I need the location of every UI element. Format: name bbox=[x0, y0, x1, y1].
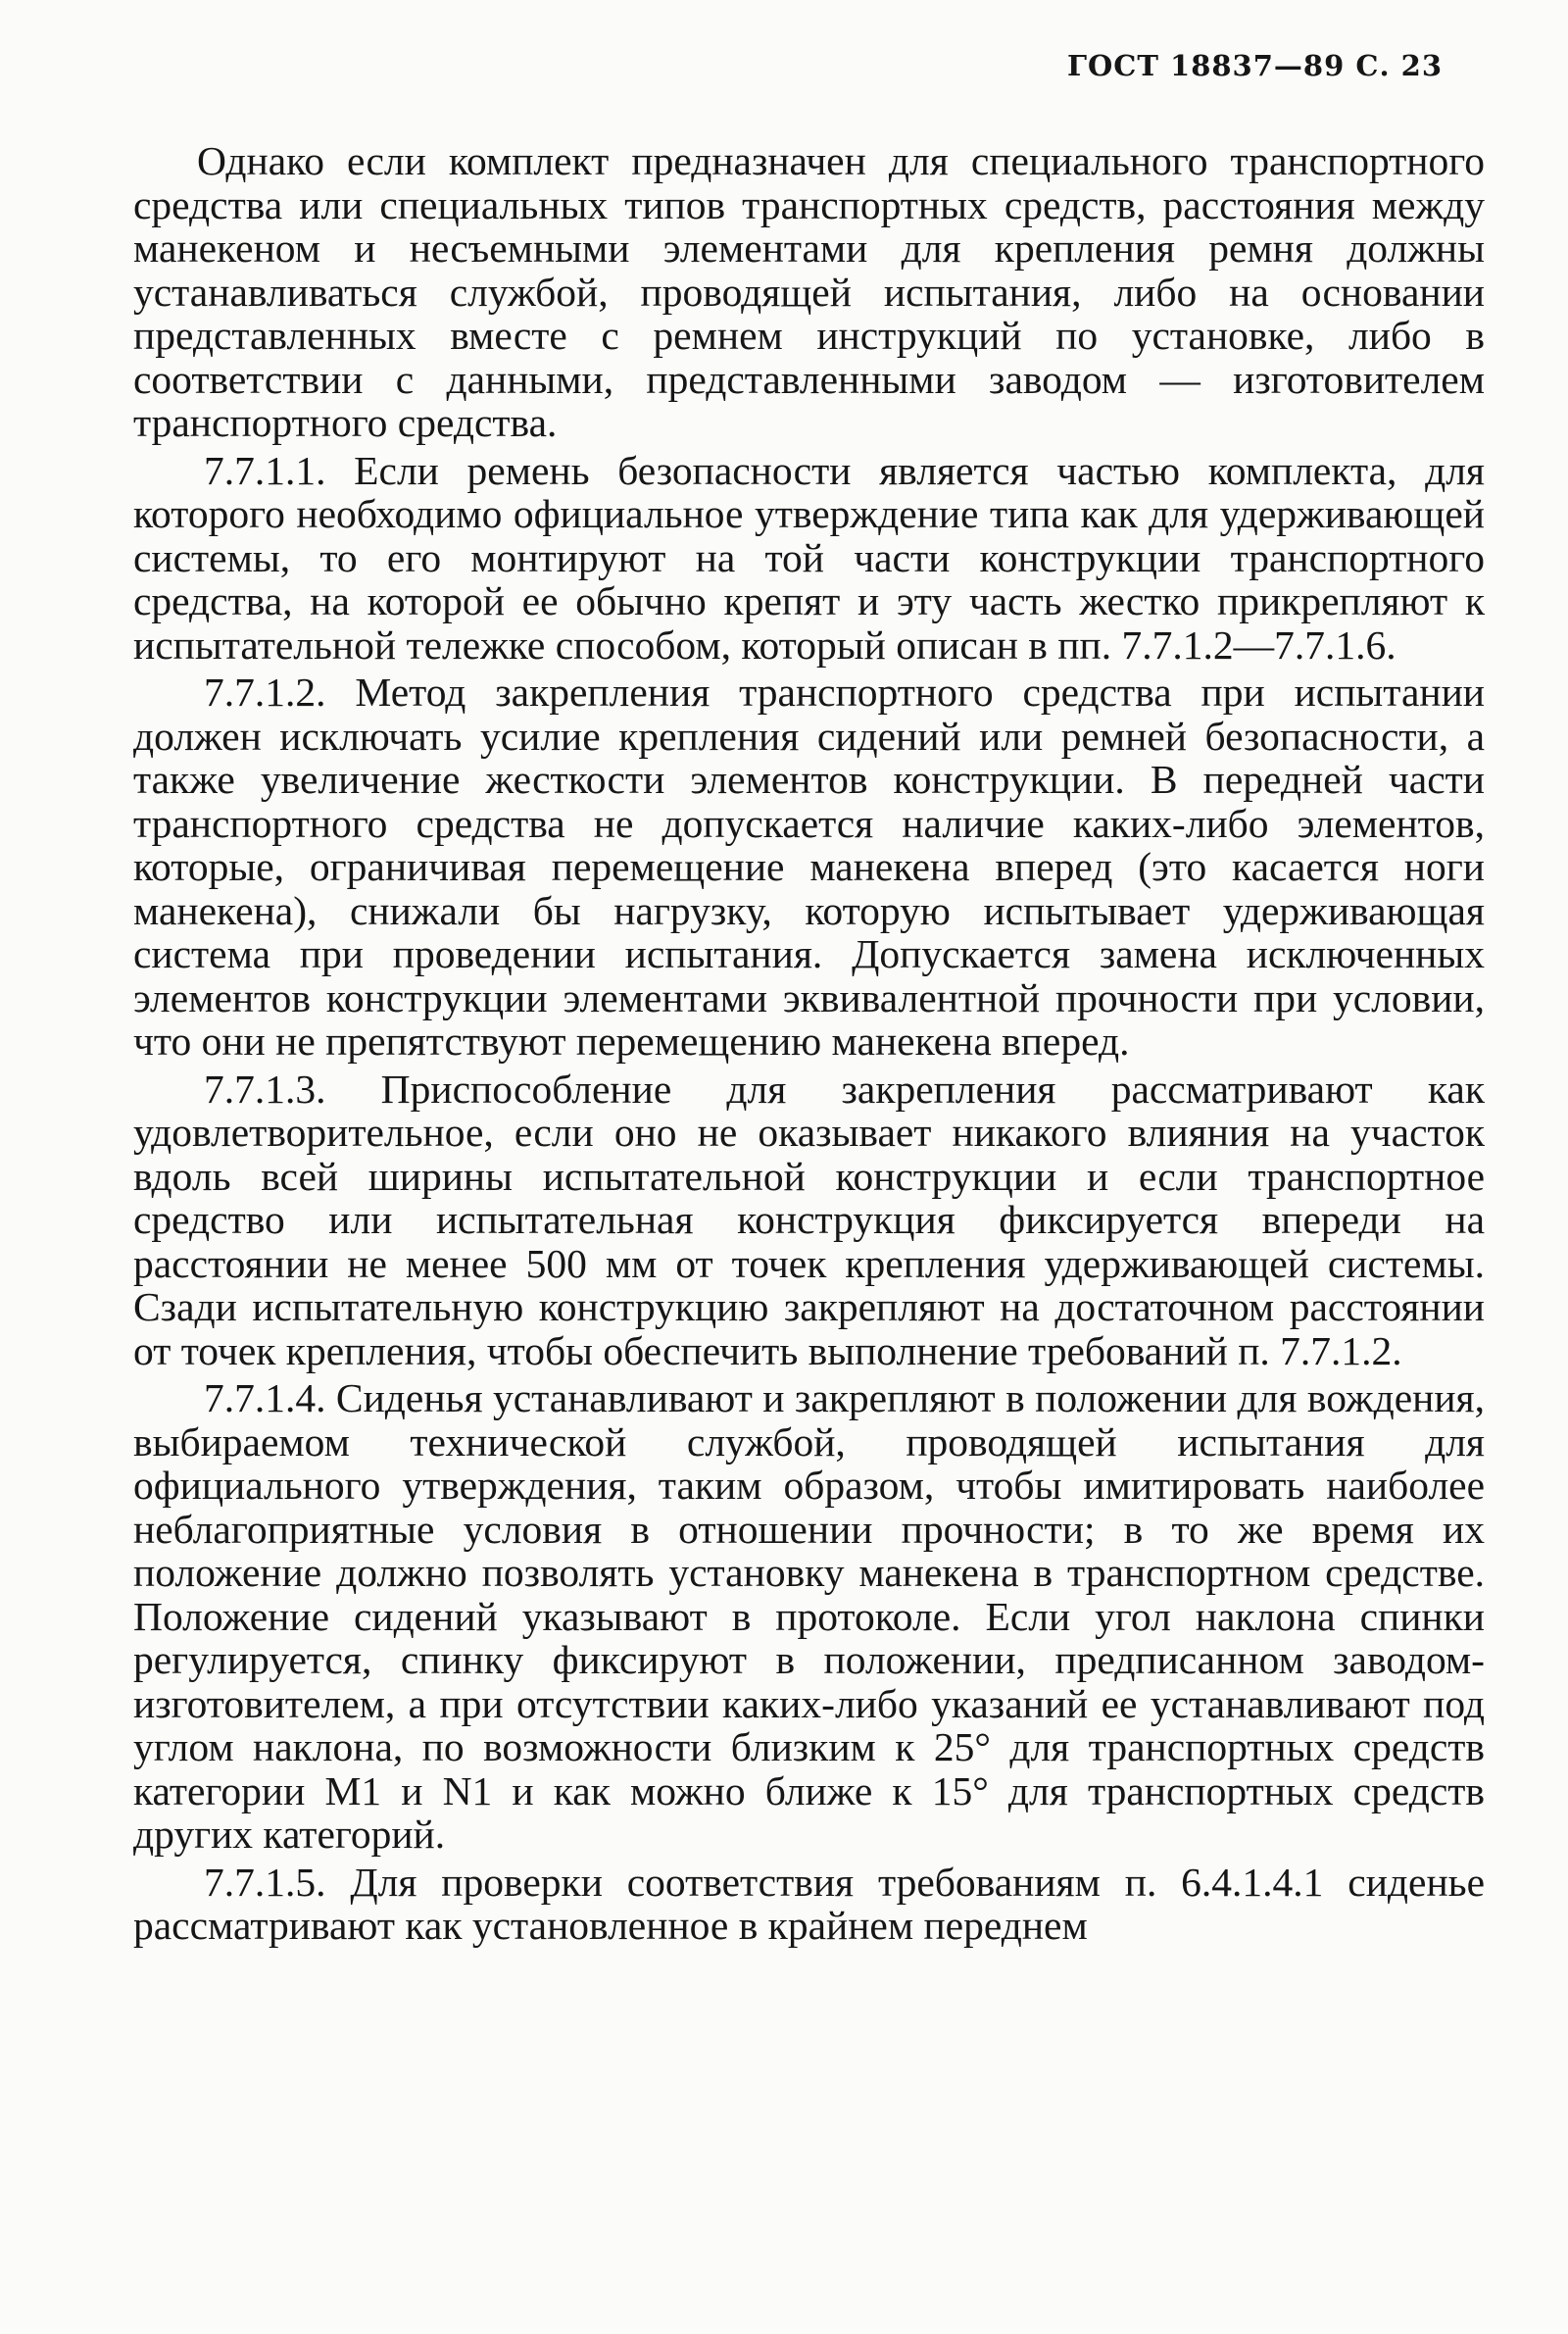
paragraph-7-7-1-3: 7.7.1.3. Приспособление для закрепления рассматривают как удовлетворительное, если оно не оказывает никакого влияния на участок вдоль всей ширины испытательной конструкции и если транспортное средство или испытательная конструкция фиксируется впереди на расстоянии не менее 500 мм от точек крепления удерживающей системы. Сзади испытательную конструкцию закрепляют на достаточном расстоянии от точек крепления, чтобы обеспечить выполнение требований п. 7.7.1.2. bbox=[133, 1066, 1485, 1373]
document-body bbox=[133, 139, 1485, 1952]
paragraph-7-7-1-4: 7.7.1.4. Сиденья устанавливают и закрепляют в положении для вождения, выбираемом технической службой, проводящей испытания для официального утверждения, таким образом, чтобы имитировать наиболее неблагоприятные условия в отношении прочности; в то же время их положение должно позволять установку манекена в транспортном средстве. Положение сидений указывают в протоколе. Если угол наклона спинки регулируется, спинку фиксируют в положении, предписанном заводом-изготовителем, а при отсутствии каких-либо указаний ее устанавливают под углом наклона, по возможности близким к 25° для транспортных средств категории M1 и N1 и как можно ближе к 15° для транспортных средств других категорий. bbox=[133, 1375, 1485, 1857]
paragraph-7-7-1-2: 7.7.1.2. Метод закрепления транспортного средства при испытании должен исключать усилие крепления сидений или ремней безопасности, а также увеличение жесткости элементов конструкции. В передней части транспортного средства не допускается наличие каких-либо элементов, которые, ограничивая перемещение манекена вперед (это касается ноги манекена), снижали бы нагрузку, которую испытывает удерживающая система при проведении испытания. Допускается замена исключенных элементов конструкции элементами эквивалентной прочности при условии, что они не препятствуют перемещению манекена вперед. bbox=[133, 670, 1485, 1064]
paragraph-intro: Однако если комплект предназначен для специального транспортного средства или специальных типов транспортных средств, расстояния между манекеном и несъемными элементами для крепления ремня должны устанавливаться службой, проводящей испытания, либо на основании представленных вместе с ремнем инструкций по установке, либо в соответствии с данными, представленными заводом — изготовителем транспортного средства. bbox=[133, 138, 1485, 445]
paragraph-7-7-1-5: 7.7.1.5. Для проверки соответствия требованиям п. 6.4.1.4.1 сиденье рассматривают как установленное в крайнем переднем bbox=[133, 1859, 1485, 1948]
page-header: ГОСТ 18837—89 С. 23 bbox=[1066, 49, 1443, 82]
paragraph-7-7-1-1: 7.7.1.1. Если ремень безопасности является частью комплекта, для которого необходимо официальное утверждение типа как для удерживающей системы, то его монтируют на той части конструкции транспортного средства, на которой ее обычно крепят и эту часть жестко прикрепляют к испытательной тележке способом, который описан в пп. 7.7.1.2—7.7.1.6. bbox=[133, 447, 1485, 668]
